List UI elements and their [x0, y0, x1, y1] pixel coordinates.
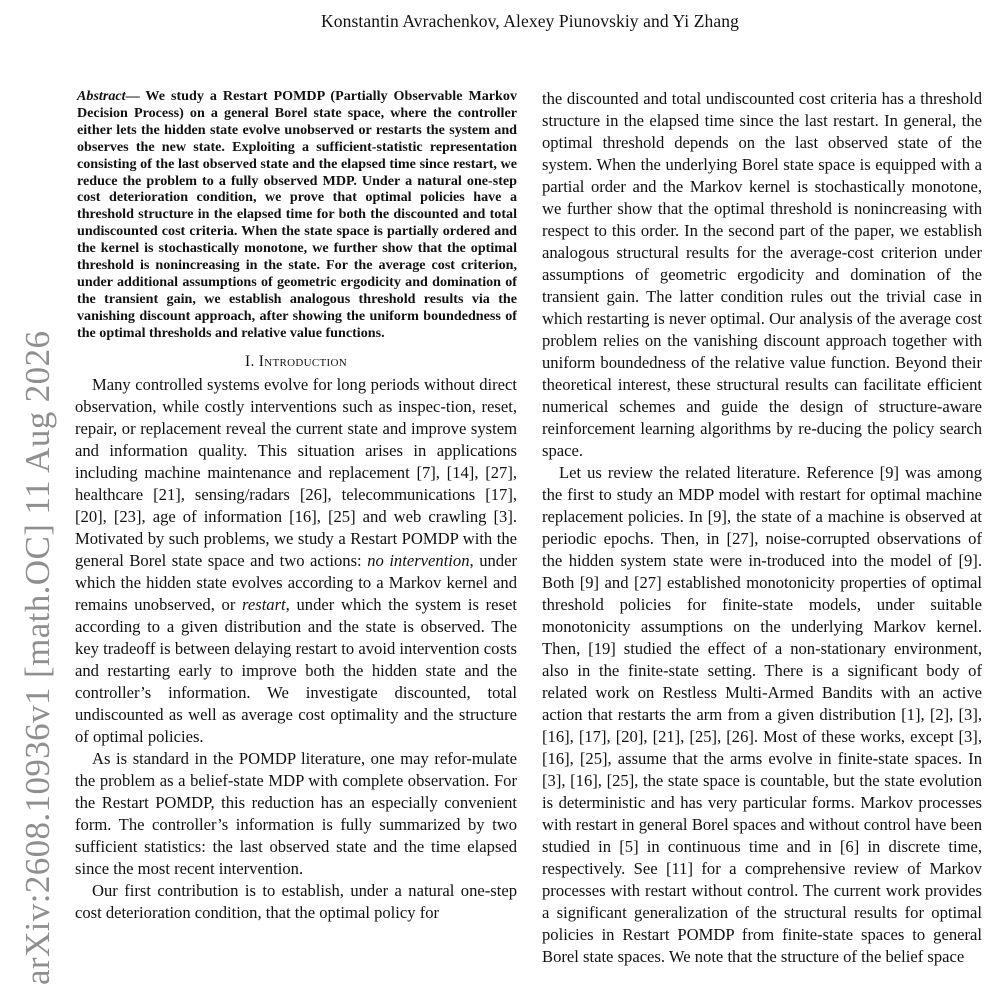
- abstract-label: Abstract: [77, 88, 126, 104]
- intro-paragraph-1-text-c: , under which the system is reset according to a given distribution and the state is observed. The key tradeoff is between delaying restart to avoid intervention costs and restarting early to improve both the hidden state and the controller’s information. We investigate discounted, total undiscounted as well as average cost optimality and the structure of optimal policies.: [75, 594, 517, 746]
- right-column: [542, 88, 982, 968]
- intro-emphasis-no-intervention: no intervention: [367, 550, 470, 570]
- section-heading-introduction: [75, 353, 517, 371]
- arxiv-identifier-stamp: arXiv:2608.10936v1 [math.OC] 11 Aug 2026: [18, 330, 57, 985]
- author-line: Konstantin Avrachenkov, Alexey Piunovskiy and Yi Zhang: [321, 11, 739, 31]
- section-number: I.: [244, 352, 259, 370]
- intro-paragraph-3: Our first contribution is to establish, under a natural one-step cost deterioration condition, that the optimal policy for: [75, 880, 517, 922]
- intro-emphasis-restart: restart: [242, 594, 286, 614]
- abstract: [75, 88, 517, 342]
- intro-paragraph-2: As is standard in the POMDP literature, one may refor-mulate the problem as a belief-state MDP with complete observation. For the Restart POMDP, this reduction has an especially convenient form. The controller’s information is fully summarized by two sufficient statistics: the last observed state and the time elapsed since the most recent intervention.: [75, 748, 517, 878]
- abstract-dash: —: [125, 88, 146, 104]
- intro-paragraph-1-text-b: , under which the hidden state evolves according to a Markov kernel and remains unobserved, or: [75, 550, 517, 614]
- intro-paragraph-1-text-a: Many controlled systems evolve for long periods without direct observation, while costly interventions such as inspec-tion, reset, repair, or replacement reveal the current state and improve system and information quality. This situation arises in applications including machine maintenance and replacement [7], [14], [27], healthcare [21], sensing/radars [26], telecommunications [17], [20], [23], age of information [16], [25] and web crawling [3]. Motivated by such problems, we study a Restart POMDP with the general Borel state space and two actions:: [75, 374, 517, 570]
- left-column: [75, 88, 517, 924]
- intro-paragraph-3-continued: the discounted and total undiscounted cost criteria has a threshold structure in the elapsed time since the last restart. In general, the optimal threshold depends on the last observed state of the system. When the underlying Borel state space is equipped with a partial order and the Markov kernel is stochastically monotone, we further show that the optimal threshold is nonincreasing with respect to this order. In the second part of the paper, we establish analogous structural results for the average-cost criterion under assumptions of geometric ergodicity and domination of the transient gain. The latter condition rules out the trivial case in which restarting is never optimal. Our analysis of the average cost problem relies on the vanishing discount approach together with uniform boundedness of the relative value function. Beyond their theoretical interest, these structural results can facilitate efficient numerical schemes and guide the design of structure-aware reinforcement learning algorithms by re-ducing the policy search space.: [542, 89, 982, 460]
- related-literature-paragraph: Let us review the related literature. Reference [9] was among the first to study an MDP model with restart for optimal machine replacement policies. In [9], the state of a machine is observed at periodic epochs. Then, in [27], noise-corrupted observations of the hidden system state were in-troduced into the model of [9]. Both [9] and [27] established monotonicity properties of optimal threshold policies for finite-state models, under suitable monotonicity assumptions on the underlying Markov kernel. Then, [19] studied the effect of a non-stationary environment, also in the finite-state setting. There is a significant body of related work on Restless Multi-Armed Bandits with an active action that restarts the arm from a given distribution [1], [2], [3], [16], [17], [20], [21], [25], [26]. Most of these works, except [3], [16], [25], assume that the arms evolve in finite-state spaces. In [3], [16], [25], the state space is countable, but the state evolution is deterministic and has very particular forms. Markov processes with restart in general Borel spaces and without control have been studied in [5] in continuous time and in [6] in discrete time, respectively. See [11] for a comprehensive review of Markov processes with restart without control. The current work provides a significant generalization of the structural results for optimal policies in Restart POMDP from finite-state spaces to general Borel state spaces. We note that the structure of the belief space: [542, 463, 982, 966]
- section-title: Introduction: [258, 352, 347, 370]
- abstract-text: We study a Restart POMDP (Partially Observable Markov Decision Process) on a general Borel state space, where the controller either lets the hidden state evolve unobserved or restarts the system and observes the new state. Exploiting a sufficient-statistic representation consisting of the last observed state and the elapsed time since restart, we reduce the problem to a fully observed MDP. Under a natural one-step cost deterioration condition, we prove that optimal policies have a threshold structure in the elapsed time for both the discounted and total undiscounted cost criteria. When the state space is partially ordered and the kernel is stochastically monotone, we further show that the optimal threshold is nonincreasing in the state. For the average cost criterion, under additional assumptions of geometric ergodicity and domination of the transient gain, we establish analogous threshold results via the vanishing discount approach, after showing the uniform boundedness of the optimal thresholds and relative value functions.: [77, 88, 517, 341]
- intro-paragraph-1: [75, 374, 517, 748]
